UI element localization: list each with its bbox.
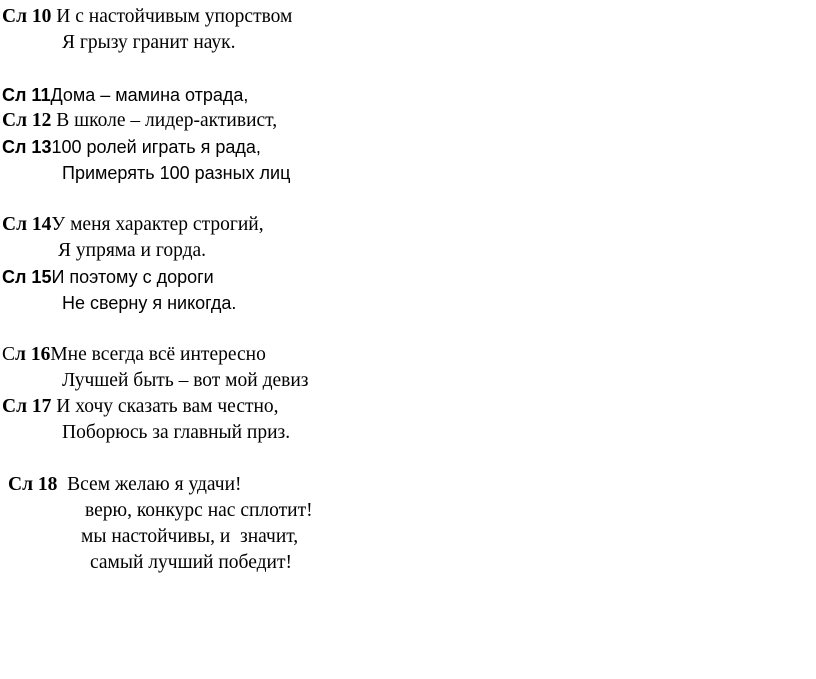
- line-text: Примерять 100 разных лиц: [62, 163, 291, 183]
- line-text: самый лучший победит!: [90, 552, 292, 573]
- line-text: У меня характер строгий,: [51, 214, 264, 235]
- line-text: мы настойчивы, и значит,: [81, 526, 299, 547]
- slide-label-18: Сл 18: [8, 474, 58, 495]
- poem-line-14: [62, 420, 290, 446]
- poem-line-10: [62, 290, 236, 317]
- line-text: Мне всегда всё интересно: [50, 344, 266, 365]
- poem-line-9: [2, 264, 214, 291]
- line-text: Я упряма и горда.: [58, 240, 207, 261]
- slide-label-16-prefix: С: [2, 344, 16, 365]
- line-text: И с настойчивым упорством: [51, 6, 293, 27]
- poem-line-16: [85, 498, 313, 524]
- poem-line-15: [8, 472, 242, 498]
- line-text: В школе – лидер-активист,: [51, 110, 278, 131]
- slide-label-16: л 16: [15, 344, 51, 365]
- slide-label-13: Сл 13: [2, 137, 52, 157]
- slide-label-10: Сл 10: [2, 6, 52, 27]
- line-text: Поборюсь за главный приз.: [62, 422, 291, 443]
- poem-line-4: [2, 108, 277, 134]
- poem-line-6: [62, 160, 290, 187]
- poem-line-11: [2, 342, 266, 368]
- line-text: Всем желаю я удачи!: [57, 474, 242, 495]
- poem-line-17: [81, 524, 298, 550]
- line-text: Не сверну я никогда.: [62, 293, 237, 313]
- poem-line-13: [2, 394, 279, 420]
- poem-line-8: [58, 238, 206, 264]
- poem-line-2: [62, 30, 236, 56]
- line-text: 100 ролей играть я рада,: [51, 137, 261, 157]
- slide-label-17: Сл 17: [2, 396, 52, 417]
- poem-line-12: [62, 368, 309, 394]
- line-text: Дома – мамина отрада,: [50, 85, 249, 105]
- line-text: Лучшей быть – вот мой девиз: [62, 370, 309, 391]
- slide-label-11: Сл 11: [2, 85, 51, 105]
- poem-line-3: [2, 82, 248, 109]
- poem-line-7: [2, 212, 264, 238]
- poem-line-1: [2, 4, 292, 30]
- line-text: Я грызу гранит наук.: [62, 32, 236, 53]
- line-text: верю, конкурс нас сплотит!: [85, 500, 313, 521]
- slide-label-15: Сл 15: [2, 267, 52, 287]
- poem-line-18: [90, 550, 292, 576]
- line-text: И поэтому с дороги: [51, 267, 214, 287]
- slide-label-14: Сл 14: [2, 214, 52, 235]
- line-text: И хочу сказать вам честно,: [51, 396, 279, 417]
- slide-label-12: Сл 12: [2, 110, 52, 131]
- poem-line-5: [2, 134, 261, 161]
